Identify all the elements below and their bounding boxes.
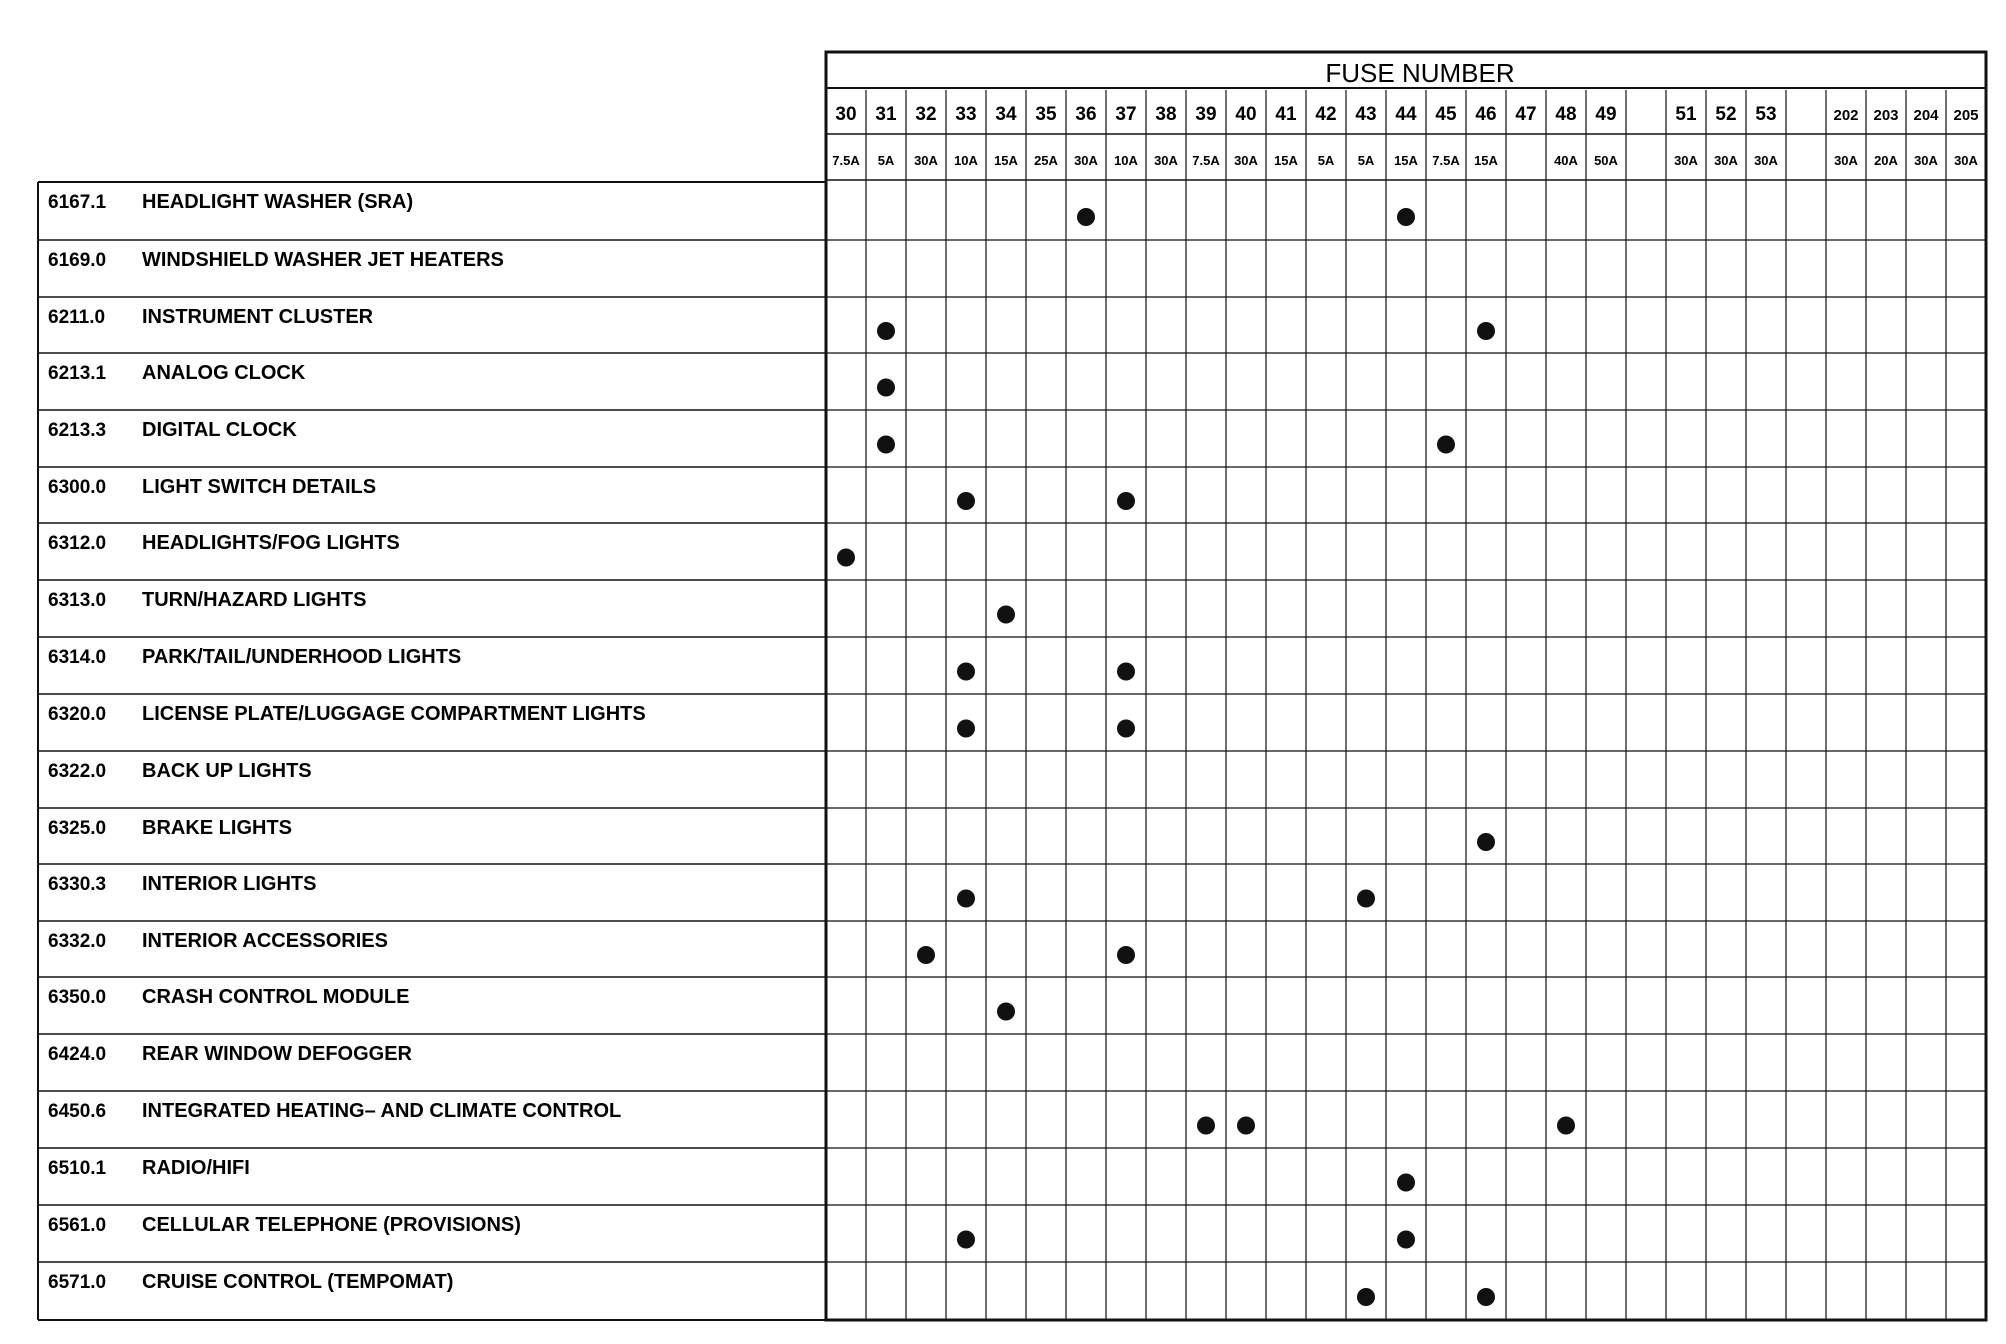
fuse-amp-rating: 5A [1317, 153, 1335, 168]
fuse-amp-rating: 10A [954, 153, 978, 168]
fuse-number-label: 44 [1395, 104, 1417, 125]
fuse-usage-dot [957, 1231, 975, 1249]
fuse-amp-rating: 7.5A [1432, 153, 1460, 168]
fuse-usage-dot [1477, 833, 1495, 851]
circuit-label: CRASH CONTROL MODULE [142, 986, 410, 1008]
fuse-usage-dot [877, 436, 895, 454]
fuse-usage-dot [1437, 436, 1455, 454]
fuse-usage-dot [877, 322, 895, 340]
circuit-code: 6300.0 [48, 477, 107, 498]
circuit-code: 6561.0 [48, 1215, 107, 1236]
fuse-amp-rating: 15A [994, 153, 1018, 168]
fuse-amp-rating: 15A [1394, 153, 1418, 168]
fuse-amp-rating: 30A [914, 153, 938, 168]
circuit-label: BRAKE LIGHTS [142, 817, 292, 839]
fuse-number-label: 39 [1195, 104, 1217, 125]
fuse-number-label: 42 [1315, 104, 1337, 125]
fuse-amp-rating: 30A [1234, 153, 1258, 168]
fuse-number-label: 49 [1595, 104, 1617, 125]
fuse-usage-dot [957, 890, 975, 908]
fuse-number-label: 52 [1715, 104, 1737, 125]
fuse-number-label: 35 [1035, 104, 1057, 125]
fuse-number-label: 40 [1235, 104, 1257, 125]
fuse-number-label: 38 [1155, 104, 1177, 125]
fuse-usage-dot [997, 1003, 1015, 1021]
circuit-code: 6332.0 [48, 931, 107, 952]
grid-frame [826, 52, 1986, 1320]
fuse-usage-dot [837, 549, 855, 567]
fuse-usage-dot [1557, 1117, 1575, 1135]
fuse-amp-rating: 30A [1714, 153, 1738, 168]
circuit-code: 6322.0 [48, 761, 107, 782]
fuse-number-label: 203 [1873, 107, 1899, 124]
circuit-label: HEADLIGHT WASHER (SRA) [142, 191, 414, 213]
fuse-amp-rating: 7.5A [832, 153, 860, 168]
circuit-label: PARK/TAIL/UNDERHOOD LIGHTS [142, 646, 462, 668]
fuse-amp-rating: 25A [1034, 153, 1058, 168]
fuse-number-label: 43 [1355, 104, 1377, 125]
circuit-code: 6213.3 [48, 420, 107, 441]
fuse-usage-dot [877, 379, 895, 397]
fuse-number-label: 46 [1475, 104, 1497, 125]
circuit-label: REAR WINDOW DEFOGGER [142, 1043, 412, 1065]
fuse-usage-dot [917, 946, 935, 964]
fuse-amp-rating: 50A [1594, 153, 1618, 168]
circuit-label: TURN/HAZARD LIGHTS [142, 589, 367, 611]
circuit-code: 6213.1 [48, 363, 107, 384]
fuse-amp-rating: 5A [1357, 153, 1375, 168]
fuse-amp-rating: 15A [1474, 153, 1498, 168]
fuse-number-label: 30 [835, 104, 857, 125]
circuit-label: WINDSHIELD WASHER JET HEATERS [142, 249, 504, 271]
fuse-number-label: 31 [875, 104, 897, 125]
fuse-usage-dot [1477, 1288, 1495, 1306]
fuse-usage-dot [1397, 1174, 1415, 1192]
fuse-number-label: 32 [915, 104, 937, 125]
fuse-usage-dot [1117, 492, 1135, 510]
circuit-code: 6313.0 [48, 590, 107, 611]
circuit-code: 6350.0 [48, 987, 107, 1008]
fuse-amp-rating: 7.5A [1192, 153, 1220, 168]
fuse-number-label: 36 [1075, 104, 1097, 125]
fuse-number-label: 53 [1755, 104, 1777, 125]
fuse-amp-rating: 30A [1954, 153, 1978, 168]
fuse-amp-rating: 30A [1074, 153, 1098, 168]
circuit-code: 6312.0 [48, 533, 107, 554]
circuit-label: CELLULAR TELEPHONE (PROVISIONS) [142, 1214, 521, 1236]
circuit-code: 6320.0 [48, 704, 107, 725]
circuit-code: 6424.0 [48, 1044, 107, 1065]
fuse-amp-rating: 30A [1754, 153, 1778, 168]
circuit-label: INTERIOR LIGHTS [142, 873, 317, 895]
fuse-amp-rating: 15A [1274, 153, 1298, 168]
circuit-code: 6330.3 [48, 874, 107, 895]
fuse-usage-dot [957, 663, 975, 681]
fuse-amp-rating: 30A [1834, 153, 1858, 168]
circuit-code: 6211.0 [48, 307, 106, 328]
fuse-usage-dot [1117, 720, 1135, 738]
fuse-number-label: 204 [1913, 107, 1939, 124]
circuit-label: DIGITAL CLOCK [142, 419, 297, 441]
circuit-code: 6571.0 [48, 1272, 107, 1293]
fuse-number-label: 205 [1953, 107, 1979, 124]
circuit-label: LICENSE PLATE/LUGGAGE COMPARTMENT LIGHTS [142, 703, 646, 725]
fuse-amp-rating: 10A [1114, 153, 1138, 168]
circuit-label: INSTRUMENT CLUSTER [142, 306, 374, 328]
circuit-label: INTERIOR ACCESSORIES [142, 930, 388, 952]
fuse-usage-dot [1117, 663, 1135, 681]
circuit-label: LIGHT SWITCH DETAILS [142, 476, 377, 498]
fuse-number-label: 51 [1675, 104, 1697, 125]
fuse-amp-rating: 40A [1554, 153, 1578, 168]
fuse-number-title: FUSE NUMBER [1325, 58, 1515, 88]
fuse-usage-dot [1237, 1117, 1255, 1135]
fuse-number-label: 48 [1555, 104, 1577, 125]
fuse-amp-rating: 5A [877, 153, 895, 168]
fuse-usage-dot [997, 606, 1015, 624]
fuse-usage-dot [1117, 946, 1135, 964]
fuse-usage-dot [1077, 208, 1095, 226]
circuit-code: 6510.1 [48, 1158, 107, 1179]
circuit-code: 6167.1 [48, 192, 107, 213]
fuse-usage-dot [1357, 1288, 1375, 1306]
circuit-code: 6325.0 [48, 818, 107, 839]
fuse-number-label: 37 [1115, 104, 1137, 125]
circuit-label: INTEGRATED HEATING– AND CLIMATE CONTROL [142, 1100, 622, 1122]
circuit-label: RADIO/HIFI [142, 1157, 250, 1179]
fuse-usage-dot [1477, 322, 1495, 340]
circuit-label: BACK UP LIGHTS [142, 760, 312, 782]
fuse-usage-dot [957, 492, 975, 510]
circuit-code: 6314.0 [48, 647, 107, 668]
fuse-number-label: 41 [1275, 104, 1297, 125]
circuit-label: HEADLIGHTS/FOG LIGHTS [142, 532, 400, 554]
fuse-usage-dot [1197, 1117, 1215, 1135]
fuse-number-label: 33 [955, 104, 977, 125]
circuit-code: 6450.6 [48, 1101, 107, 1122]
fuse-amp-rating: 30A [1914, 153, 1938, 168]
fuse-amp-rating: 30A [1674, 153, 1698, 168]
circuit-label: CRUISE CONTROL (TEMPOMAT) [142, 1271, 454, 1293]
fuse-number-label: 34 [995, 104, 1017, 125]
fuse-number-label: 202 [1833, 107, 1859, 124]
fuse-number-label: 47 [1515, 104, 1537, 125]
circuit-label: ANALOG CLOCK [142, 362, 306, 384]
fuse-number-label: 45 [1435, 104, 1457, 125]
fuse-amp-rating: 30A [1154, 153, 1178, 168]
fuse-usage-dot [1397, 208, 1415, 226]
fuse-usage-dot [957, 720, 975, 738]
fuse-usage-dot [1397, 1231, 1415, 1249]
circuit-code: 6169.0 [48, 250, 107, 271]
fuse-amp-rating: 20A [1874, 153, 1898, 168]
fuse-usage-dot [1357, 890, 1375, 908]
